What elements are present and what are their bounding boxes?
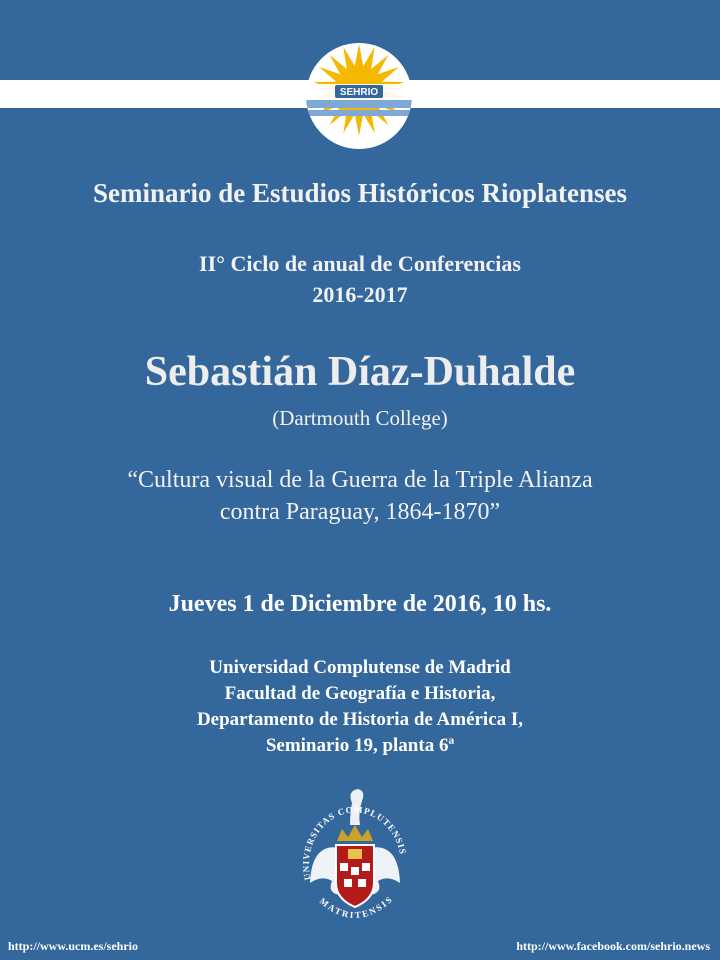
sehrio-sun-logo — [305, 40, 413, 152]
facebook-page-link[interactable]: http://www.facebook.com/sehrio.news — [516, 939, 710, 953]
event-date: Jueves 1 de Diciembre de 2016, 10 hs. — [168, 591, 552, 617]
logo-text: SEHRIO — [339, 87, 379, 98]
speaker-name: Sebastián Díaz-Duhalde — [144, 349, 576, 395]
venue-block — [0, 655, 720, 759]
talk-title-line-2: contra Paraguay, 1864-1870” — [219, 499, 501, 525]
seminar-title: Seminario de Estudios Históricos Rioplatenses — [92, 178, 628, 208]
venue-department: Departamento de Historia de América I, — [196, 709, 524, 730]
ucm-seal-logo — [292, 783, 418, 939]
svg-text:UNIVERSITAS COMPLUTENSIS: UNIVERSITAS COMPLUTENSIS — [300, 804, 409, 882]
ucm-website-link[interactable]: http://www.ucm.es/sehrio — [8, 939, 138, 953]
venue-faculty: Facultad de Geografía e Historia, — [224, 683, 496, 704]
svg-text:MATRITENSIS: MATRITENSIS — [317, 893, 396, 921]
speaker-affiliation: (Dartmouth College) — [272, 406, 448, 430]
talk-title-line-1: “Cultura visual de la Guerra de la Triple Alianza — [127, 467, 593, 493]
venue-room: Seminario 19, planta 6ª — [265, 735, 455, 756]
venue-university: Universidad Complutense de Madrid — [209, 657, 511, 678]
cycle-years: 2016-2017 — [312, 282, 408, 307]
crown-icon — [337, 825, 373, 841]
talk-title — [0, 464, 720, 528]
cycle-name: II° Ciclo de anual de Conferencias — [199, 251, 521, 276]
conference-cycle — [0, 248, 720, 310]
